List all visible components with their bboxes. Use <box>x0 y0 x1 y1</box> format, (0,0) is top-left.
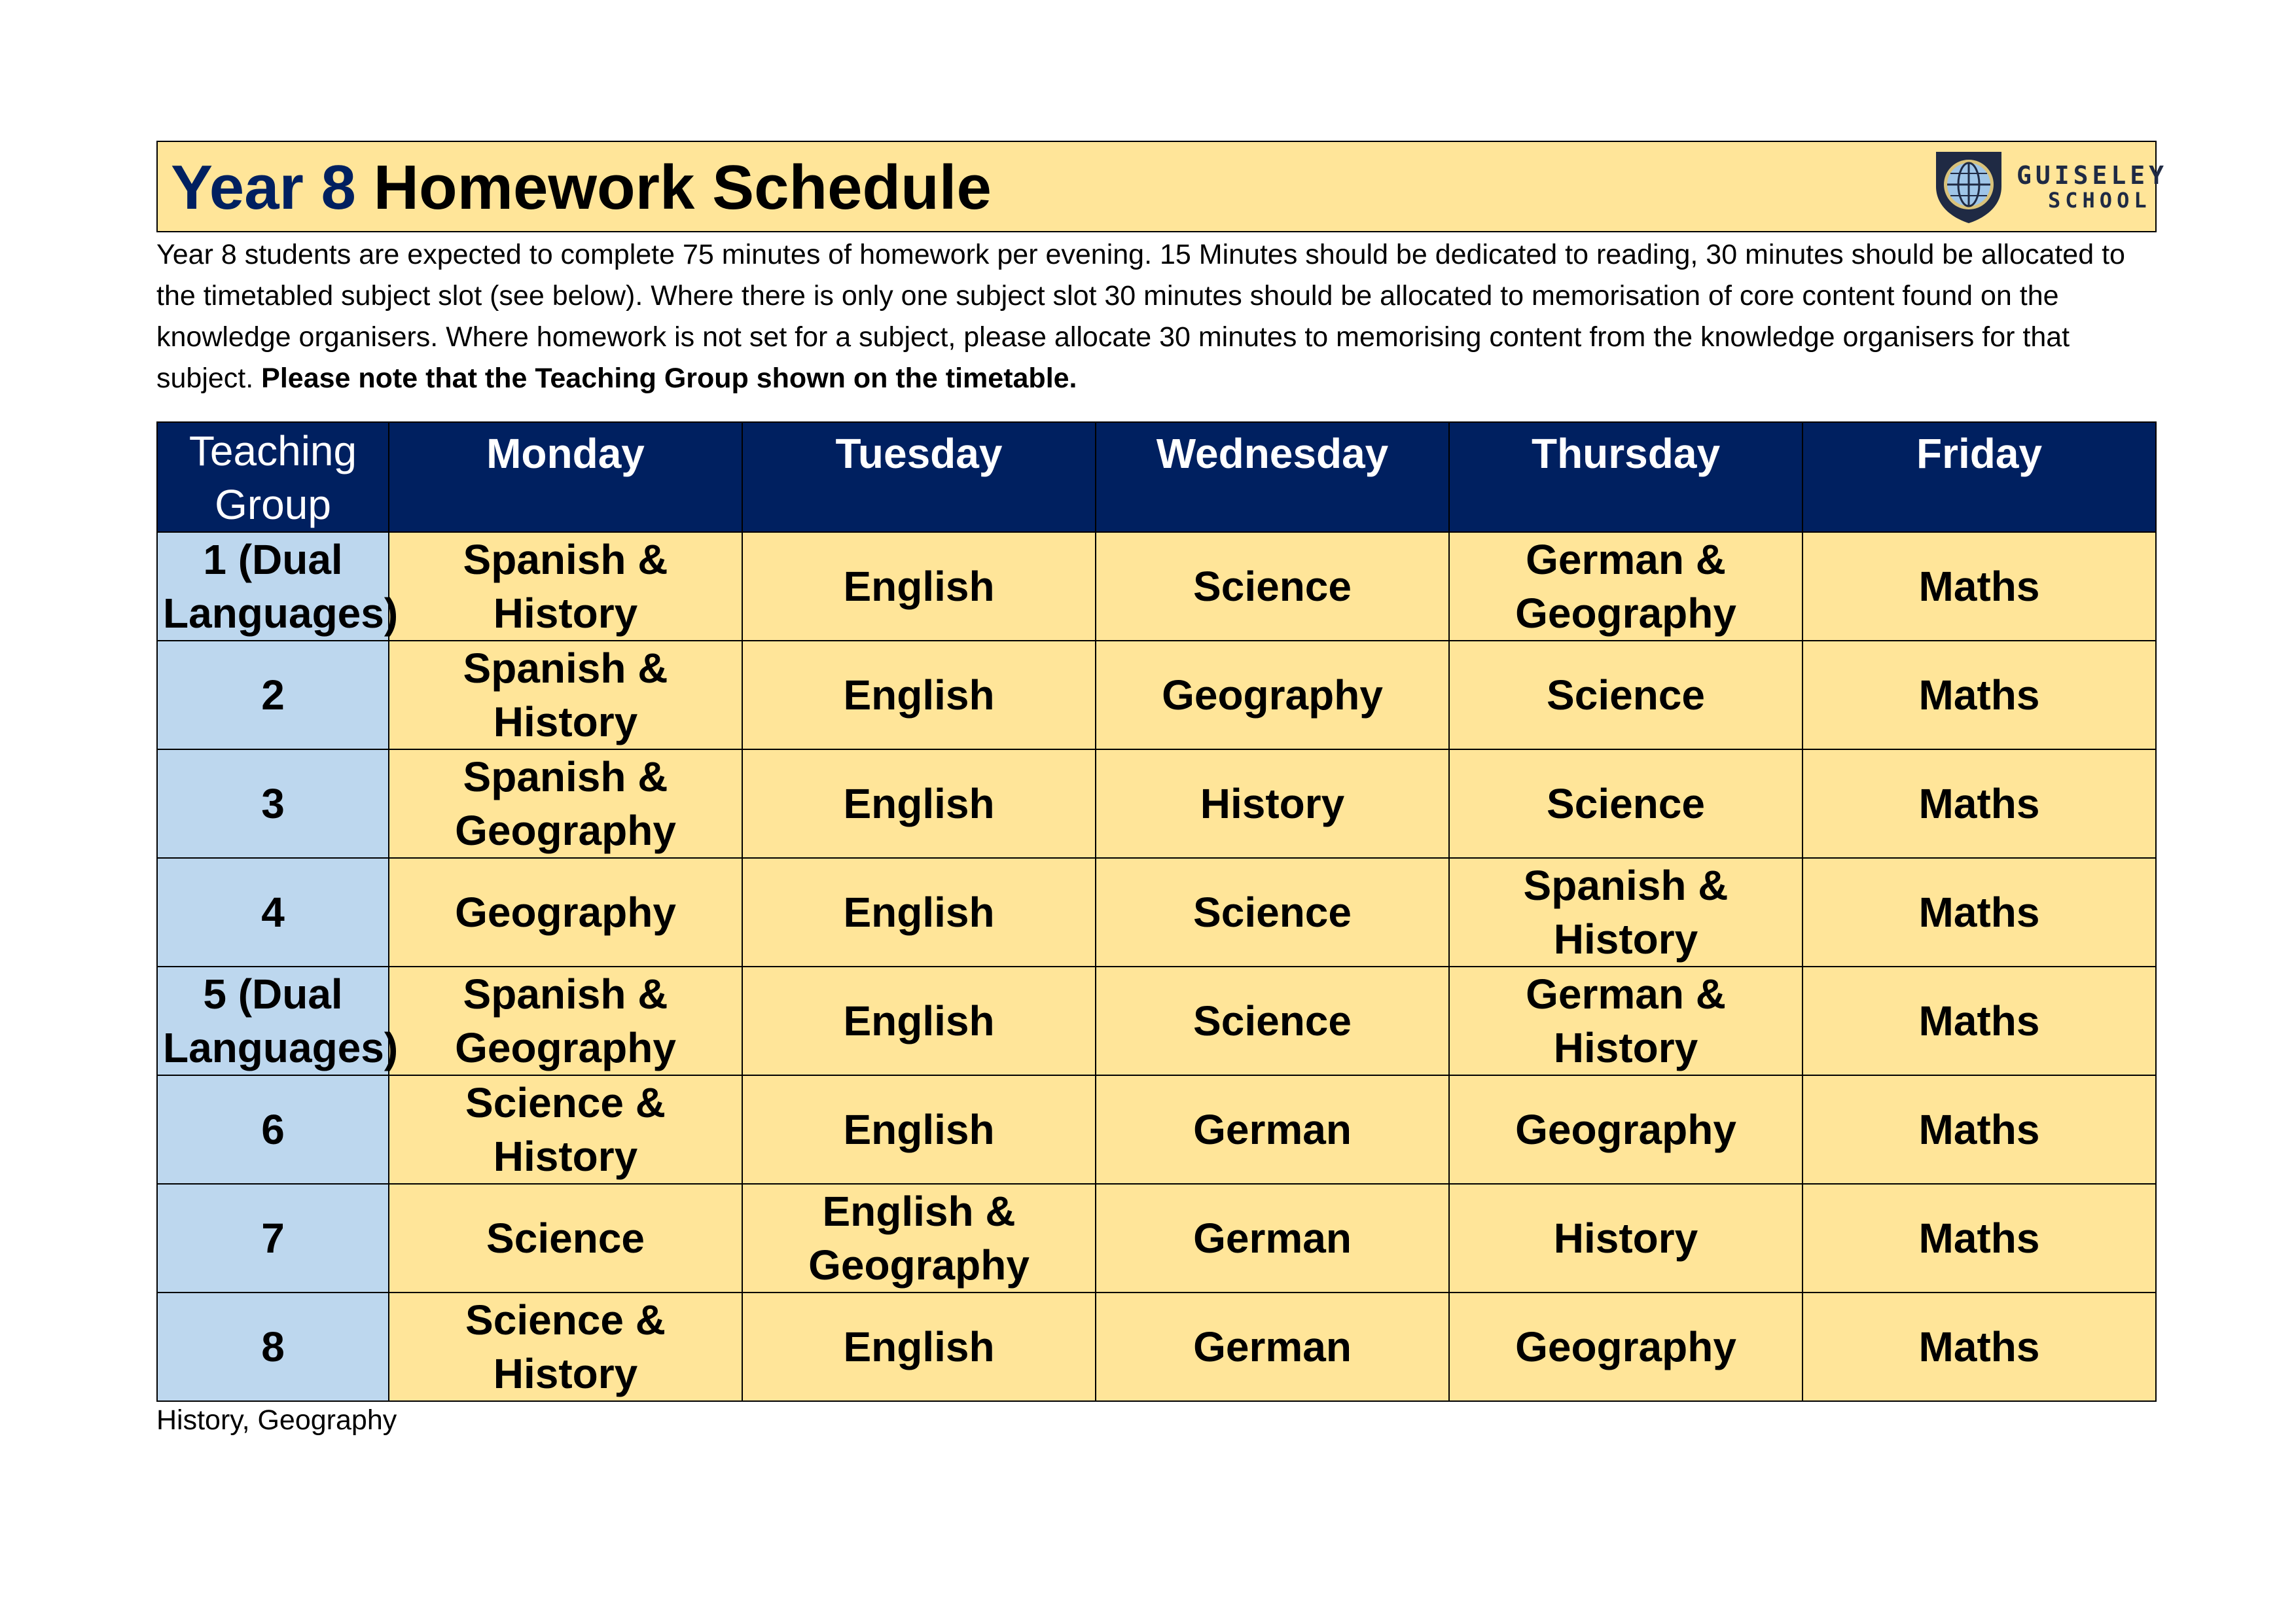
friday-cell: Maths <box>1803 1184 2156 1293</box>
tuesday-cell: English <box>742 641 1096 749</box>
intro-paragraph <box>156 234 2159 399</box>
title-year: Year 8 <box>171 152 356 223</box>
thursday-cell: History <box>1449 1184 1803 1293</box>
logo-line-1: GUISELEY <box>2017 161 2168 190</box>
friday-cell: Maths <box>1803 858 2156 967</box>
monday-cell: Spanish & History <box>389 532 742 641</box>
table-row <box>157 1184 2156 1293</box>
group-cell: 2 <box>157 641 389 749</box>
friday-cell: Maths <box>1803 749 2156 858</box>
monday-cell: Geography <box>389 858 742 967</box>
group-cell: 4 <box>157 858 389 967</box>
thursday-cell: German & Geography <box>1449 532 1803 641</box>
wednesday-cell: Science <box>1096 967 1449 1075</box>
header-wednesday: Wednesday <box>1096 422 1449 532</box>
wednesday-cell: Science <box>1096 532 1449 641</box>
friday-cell: Maths <box>1803 532 2156 641</box>
tuesday-cell: English <box>742 749 1096 858</box>
thursday-cell: German & History <box>1449 967 1803 1075</box>
table-row <box>157 532 2156 641</box>
friday-cell: Maths <box>1803 967 2156 1075</box>
table-row <box>157 749 2156 858</box>
wednesday-cell: German <box>1096 1184 1449 1293</box>
page-title <box>171 146 992 230</box>
monday-cell: Spanish & History <box>389 641 742 749</box>
friday-cell: Maths <box>1803 641 2156 749</box>
intro-text: Year 8 students are expected to complete 75 minutes of homework per evening. 15 Minutes should be dedicated to reading, 30 minutes should be allocated to the timetabled subject slot (see below). Where there is only one subject slot 30 minutes should be allocated to memorisation of core content found on the knowledge organisers. Where homework is not set for a subject, please allocate 30 minutes to memorising content from the knowledge organisers for that subject. <box>156 239 2125 394</box>
monday-cell: Spanish & Geography <box>389 749 742 858</box>
thursday-cell: Geography <box>1449 1293 1803 1401</box>
thursday-cell: Science <box>1449 749 1803 858</box>
friday-cell: Maths <box>1803 1075 2156 1184</box>
tuesday-cell: English <box>742 532 1096 641</box>
thursday-cell: Geography <box>1449 1075 1803 1184</box>
tuesday-cell: English <box>742 1075 1096 1184</box>
intro-bold-note: Please note that the Teaching Group shown on the timetable. <box>261 363 1077 394</box>
title-bar <box>156 141 2168 232</box>
wednesday-cell: Science <box>1096 858 1449 967</box>
friday-cell: Maths <box>1803 1293 2156 1401</box>
table-row <box>157 1075 2156 1184</box>
title-rest: Homework Schedule <box>373 152 992 223</box>
tuesday-cell: English <box>742 967 1096 1075</box>
group-cell: 7 <box>157 1184 389 1293</box>
monday-cell: Science & History <box>389 1075 742 1184</box>
thursday-cell: Spanish & History <box>1449 858 1803 967</box>
group-cell: 8 <box>157 1293 389 1401</box>
group-cell: 1 (Dual Languages) <box>157 532 389 641</box>
table-row <box>157 1293 2156 1401</box>
header-teaching-group: Teaching Group <box>157 422 389 532</box>
school-logo <box>1933 149 2168 226</box>
monday-cell: Science & History <box>389 1293 742 1401</box>
header-tuesday: Tuesday <box>742 422 1096 532</box>
thursday-cell: Science <box>1449 641 1803 749</box>
header-friday: Friday <box>1803 422 2156 532</box>
monday-cell: Spanish & Geography <box>389 967 742 1075</box>
group-cell: 3 <box>157 749 389 858</box>
wednesday-cell: Geography <box>1096 641 1449 749</box>
group-cell: 6 <box>157 1075 389 1184</box>
wednesday-cell: German <box>1096 1075 1449 1184</box>
tuesday-cell: English & Geography <box>742 1184 1096 1293</box>
wednesday-cell: History <box>1096 749 1449 858</box>
monday-cell: Science <box>389 1184 742 1293</box>
header-thursday: Thursday <box>1449 422 1803 532</box>
tuesday-cell: English <box>742 858 1096 967</box>
table-header-row <box>157 422 2156 532</box>
logo-line-2: SCHOOL <box>2048 188 2151 213</box>
table-row <box>157 641 2156 749</box>
wednesday-cell: German <box>1096 1293 1449 1401</box>
table-row <box>157 967 2156 1075</box>
group-cell: 5 (Dual Languages) <box>157 967 389 1075</box>
homework-schedule-table <box>156 421 2157 1402</box>
shield-globe-icon <box>1933 149 2005 226</box>
logo-text <box>2017 163 2168 213</box>
footer-note: History, Geography <box>156 1404 397 1436</box>
tuesday-cell: English <box>742 1293 1096 1401</box>
table-row <box>157 858 2156 967</box>
header-monday: Monday <box>389 422 742 532</box>
